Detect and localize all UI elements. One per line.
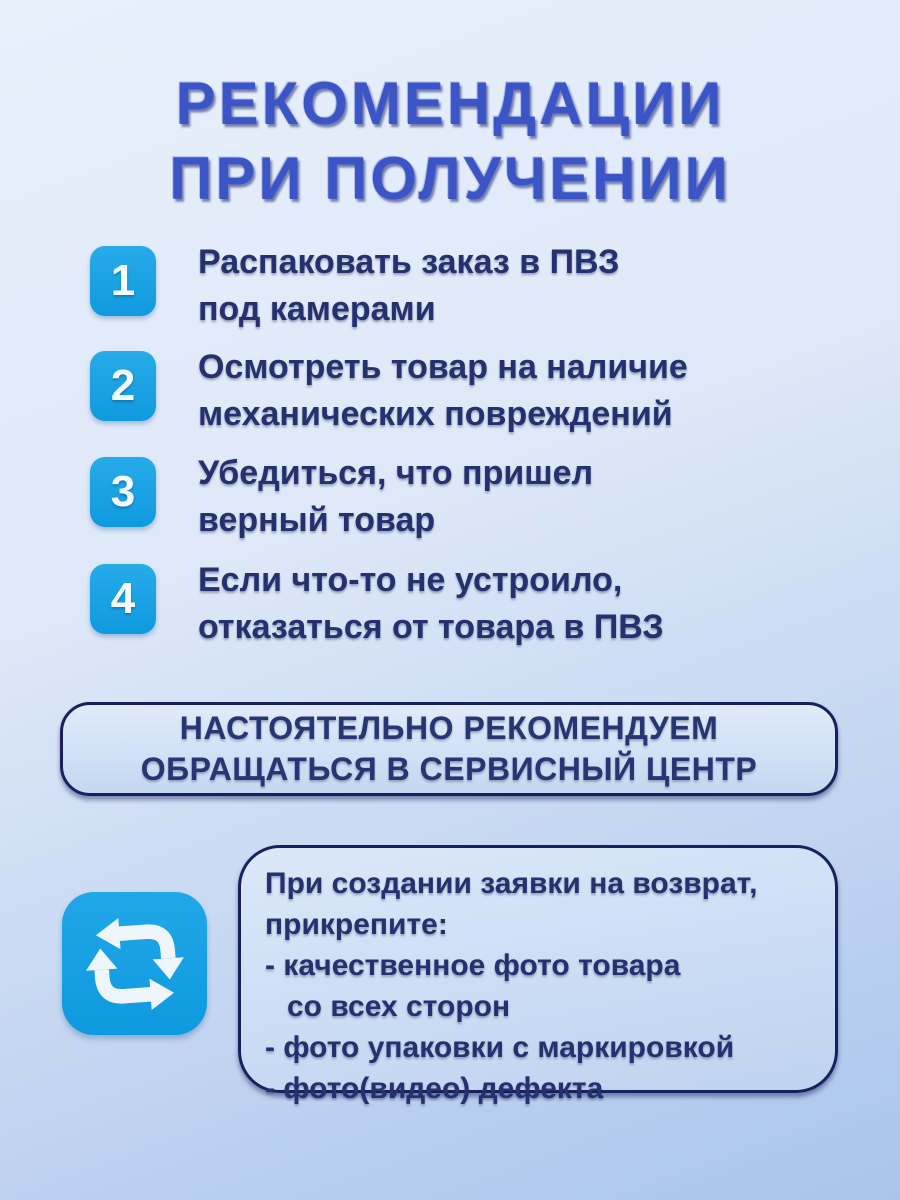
return-note-line: - качественное фото товара	[265, 949, 681, 982]
return-note-line: прикрепите:	[265, 908, 448, 941]
return-note-line: При создании заявки на возврат,	[265, 867, 758, 900]
step-text-line: верный товар	[198, 501, 436, 539]
step-item-2	[90, 344, 688, 438]
service-banner-line-2: ОБРАЩАТЬСЯ В СЕРВИСНЫЙ ЦЕНТР	[140, 751, 758, 787]
step-text-3	[198, 450, 593, 544]
step-item-1	[90, 239, 619, 333]
step-item-3	[90, 450, 593, 544]
step-number-badge-2: 2	[90, 351, 156, 421]
return-note-line: - фото упаковки с маркировкой	[265, 1031, 735, 1064]
step-text-line: отказаться от товара в ПВЗ	[198, 608, 664, 646]
page-title-line-2: ПРИ ПОЛУЧЕНИИ	[169, 145, 731, 212]
step-number-badge-3: 3	[90, 457, 156, 527]
exchange-arrows-icon	[62, 892, 207, 1035]
return-note-line: - фото(видео) дефекта	[265, 1072, 604, 1105]
service-banner-line-1: НАСТОЯТЕЛЬНО РЕКОМЕНДУЕМ	[179, 710, 719, 746]
step-text-4	[198, 557, 664, 651]
return-note-line: со всех сторон	[287, 990, 511, 1023]
step-item-4	[90, 557, 664, 651]
step-text-2	[198, 344, 688, 438]
step-text-line: Распаковать заказ в ПВЗ	[198, 243, 620, 281]
step-text-line: Осмотреть товар на наличие	[198, 348, 688, 386]
step-text-line: Если что-то не устроило,	[198, 561, 623, 599]
step-number-badge-4: 4	[90, 564, 156, 634]
page-title	[0, 66, 900, 216]
page-title-line-1: РЕКОМЕНДАЦИИ	[175, 70, 725, 137]
step-text-1	[198, 239, 619, 333]
step-text-line: механических повреждений	[198, 395, 673, 433]
step-text-line: Убедиться, что пришел	[198, 454, 594, 492]
service-center-banner	[60, 702, 838, 796]
step-number-badge-1: 1	[90, 246, 156, 316]
step-text-line: под камерами	[198, 290, 436, 328]
return-instructions-card	[238, 845, 838, 1105]
